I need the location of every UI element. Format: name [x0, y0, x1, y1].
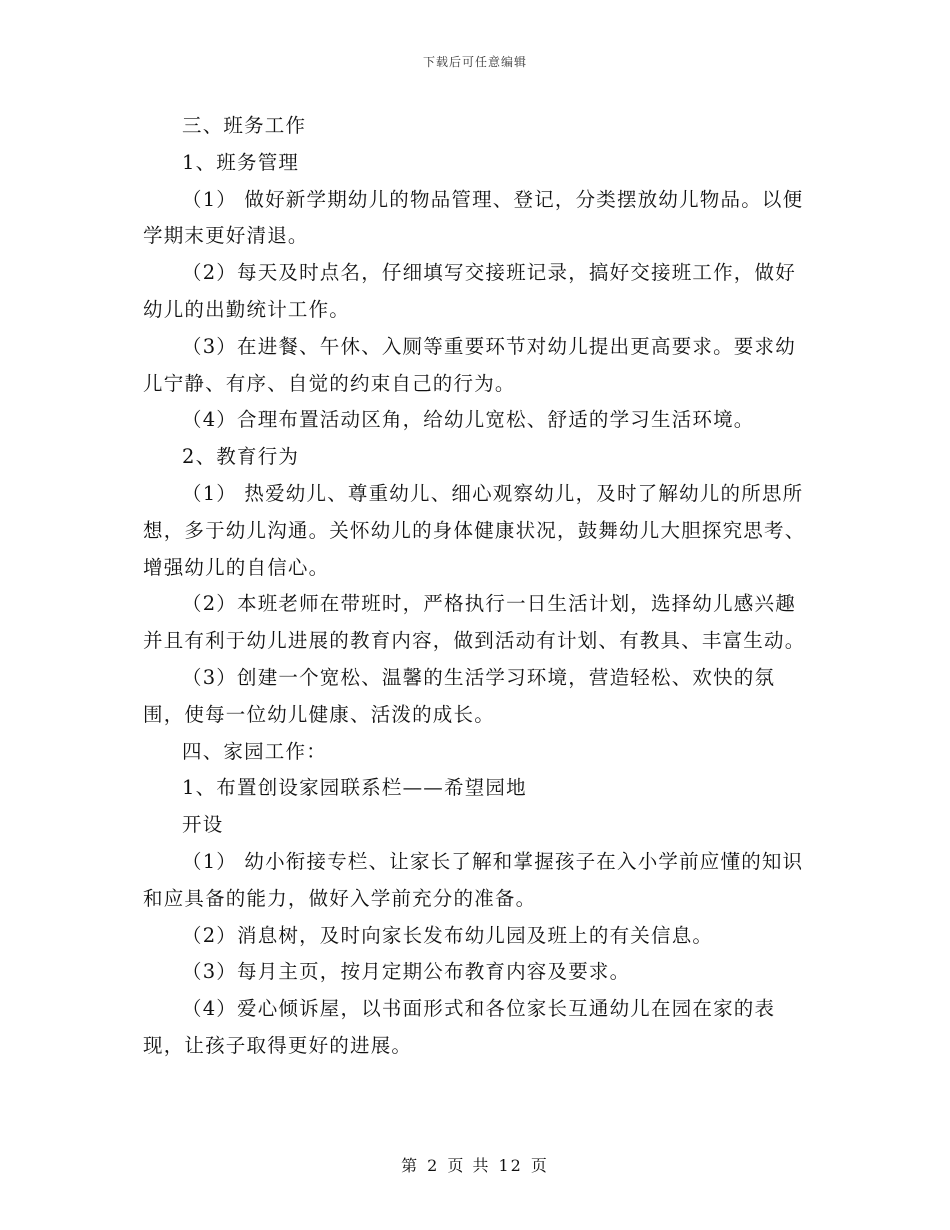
footer-suffix: 页	[530, 1156, 549, 1175]
paragraph-item: （2）本班老师在带班时，严格执行一日生活计划，选择幼儿感兴趣并且有利于幼儿进展的教育内容，做到活动有计划、有教具、丰富生动。	[143, 592, 806, 653]
footer-mid: 页 共	[447, 1156, 491, 1175]
footer-total-pages: 12	[498, 1156, 523, 1175]
paragraph-open: 开设	[182, 813, 224, 837]
section-heading-home-school: 四、家园工作：	[182, 739, 327, 763]
paragraph-item: （1） 幼小衔接专栏、让家长了解和掌握孩子在入小学前应懂的知识和应具备的能力，做好入学前充分的准备。	[143, 849, 804, 910]
paragraph-item: （1） 做好新学期幼儿的物品管理、登记，分类摆放幼儿物品。以便学期末更好清退。	[143, 187, 804, 248]
paragraph-item: （3）创建一个宽松、温馨的生活学习环境，营造轻松、欢快的氛围，使每一位幼儿健康、活泼的成长。	[143, 665, 776, 726]
document-body	[143, 108, 813, 1065]
footer-page-number: 2	[427, 1156, 440, 1175]
paragraph-item: （2）每天及时点名，仔细填写交接班记录，搞好交接班工作，做好幼儿的出勤统计工作。	[143, 261, 796, 321]
subheading-education-behavior: 2、教育行为	[182, 445, 300, 469]
subheading-contact-board: 1、布置创设家园联系栏——希望园地	[182, 776, 527, 800]
paragraph-item: （2）消息树，及时向家长发布幼儿园及班上的有关信息。	[182, 923, 714, 947]
paragraph-item: （1） 热爱幼儿、尊重幼儿、细心观察幼儿，及时了解幼儿的所思所想，多于幼儿沟通。关怀幼儿的身体健康状况，鼓舞幼儿大胆探究思考、增强幼儿的自信心。	[143, 481, 806, 579]
paragraph-item: （3）在进餐、午休、入厕等重要环节对幼儿提出更高要求。要求幼儿宁静、有序、自觉的约束自己的行为。	[143, 334, 796, 395]
subheading-class-management: 1、班务管理	[182, 150, 300, 174]
section-heading-class-work: 三、班务工作	[182, 114, 307, 137]
footer-prefix: 第	[401, 1156, 420, 1175]
page-header-note: 下载后可任意编辑	[422, 55, 527, 69]
page-footer	[0, 1153, 950, 1176]
paragraph-item: （4）合理布置活动区角，给幼儿宽松、舒适的学习生活环境。	[182, 408, 755, 432]
paragraph-item: （3）每月主页，按月定期公布教育内容及要求。	[182, 960, 631, 984]
paragraph-item: （4）爱心倾诉屋，以书面形式和各位家长互通幼儿在园在家的表现，让孩子取得更好的进展。	[143, 997, 776, 1057]
